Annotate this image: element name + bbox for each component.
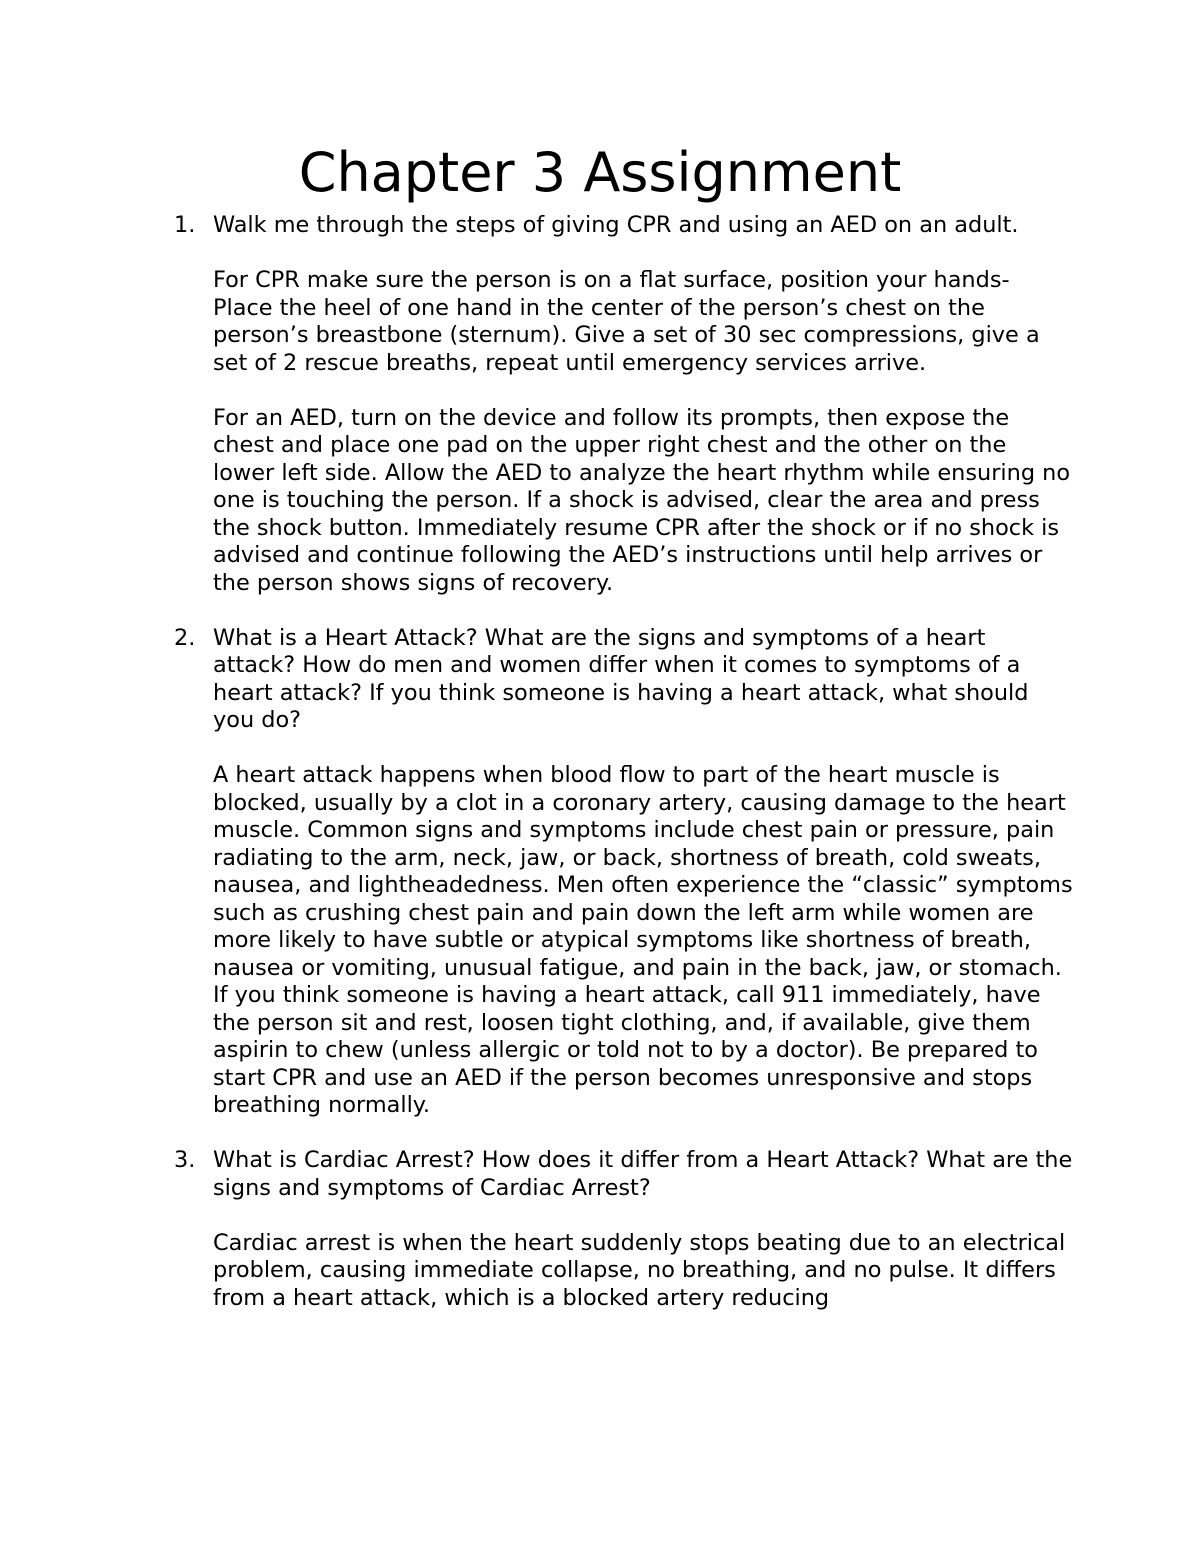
question-number: 1. [174,212,196,238]
answer-paragraph: For an AED, turn on the device and follow its prompts, then expose the chest and place one pad on the upper right chest and the other on the lower left side. Allow the AED to analyze the heart rhythm while ensuring no one is touching the person. If a shock is advised, clear the area and press the shock button. Immediately resume CPR after the shock or if no shock is advised and continue following the AED’s instructions until help arrives or the person shows signs of recovery. [213,404,1071,596]
question-number: 2. [174,624,196,651]
question-item [0,212,1073,597]
question-text: What is Cardiac Arrest? How does it differ from a Heart Attack? What are the signs and symptoms of Cardiac Arrest? [213,1147,1073,1201]
answer-paragraph: For CPR make sure the person is on a flat surface, position your hands- Place the heel of one hand in the center of the person’s chest on the person’s breastbone (sternum). Give a set of 30 sec compressions, give a set of 2 rescue breaths, repeat until emergency services arrive. [213,267,1040,376]
answer-paragraph: Cardiac arrest is when the heart suddenly stops beating due to an electrical problem, causing immediate collapse, no breathing, and no pulse. It differs from a heart attack, which is a blocked artery reducing [213,1229,1066,1311]
page-title: Chapter 3 Assignment [298,141,902,204]
question-list [0,212,1200,1340]
question-item [0,1147,1073,1312]
question-text: What is a Heart Attack? What are the signs and symptoms of a heart attack? How do men and women differ when it comes to symptoms of a heart attack? If you think someone is having a heart attack, what should you do? [213,624,1029,733]
question-item [0,625,1073,1120]
question-text: Walk me through the steps of giving CPR and using an AED on an adult. [213,212,1019,238]
answer-paragraph: A heart attack happens when blood flow to part of the heart muscle is blocked, usually by a clot in a coronary artery, causing damage to the heart muscle. Common signs and symptoms include chest pain or pressure, pain radiating to the arm, neck, jaw, or back, shortness of breath, cold sweats, nausea, and lightheadedness. Men often experience the “classic” symptoms such as crushing chest pain and pain down the left arm while women are more likely to have subtle or atypical symptoms like shortness of breath, nausea or vomiting, unusual fatigue, and pain in the back, jaw, or stomach. If you think someone is having a heart attack, call 911 immediately, have the person sit and rest, loosen tight clothing, and, if available, give them aspirin to chew (unless allergic or told not to by a doctor). Be prepared to start CPR and use an AED if the person becomes unresponsive and stops breathing normally. [213,762,1073,1118]
question-number: 3. [174,1147,196,1173]
